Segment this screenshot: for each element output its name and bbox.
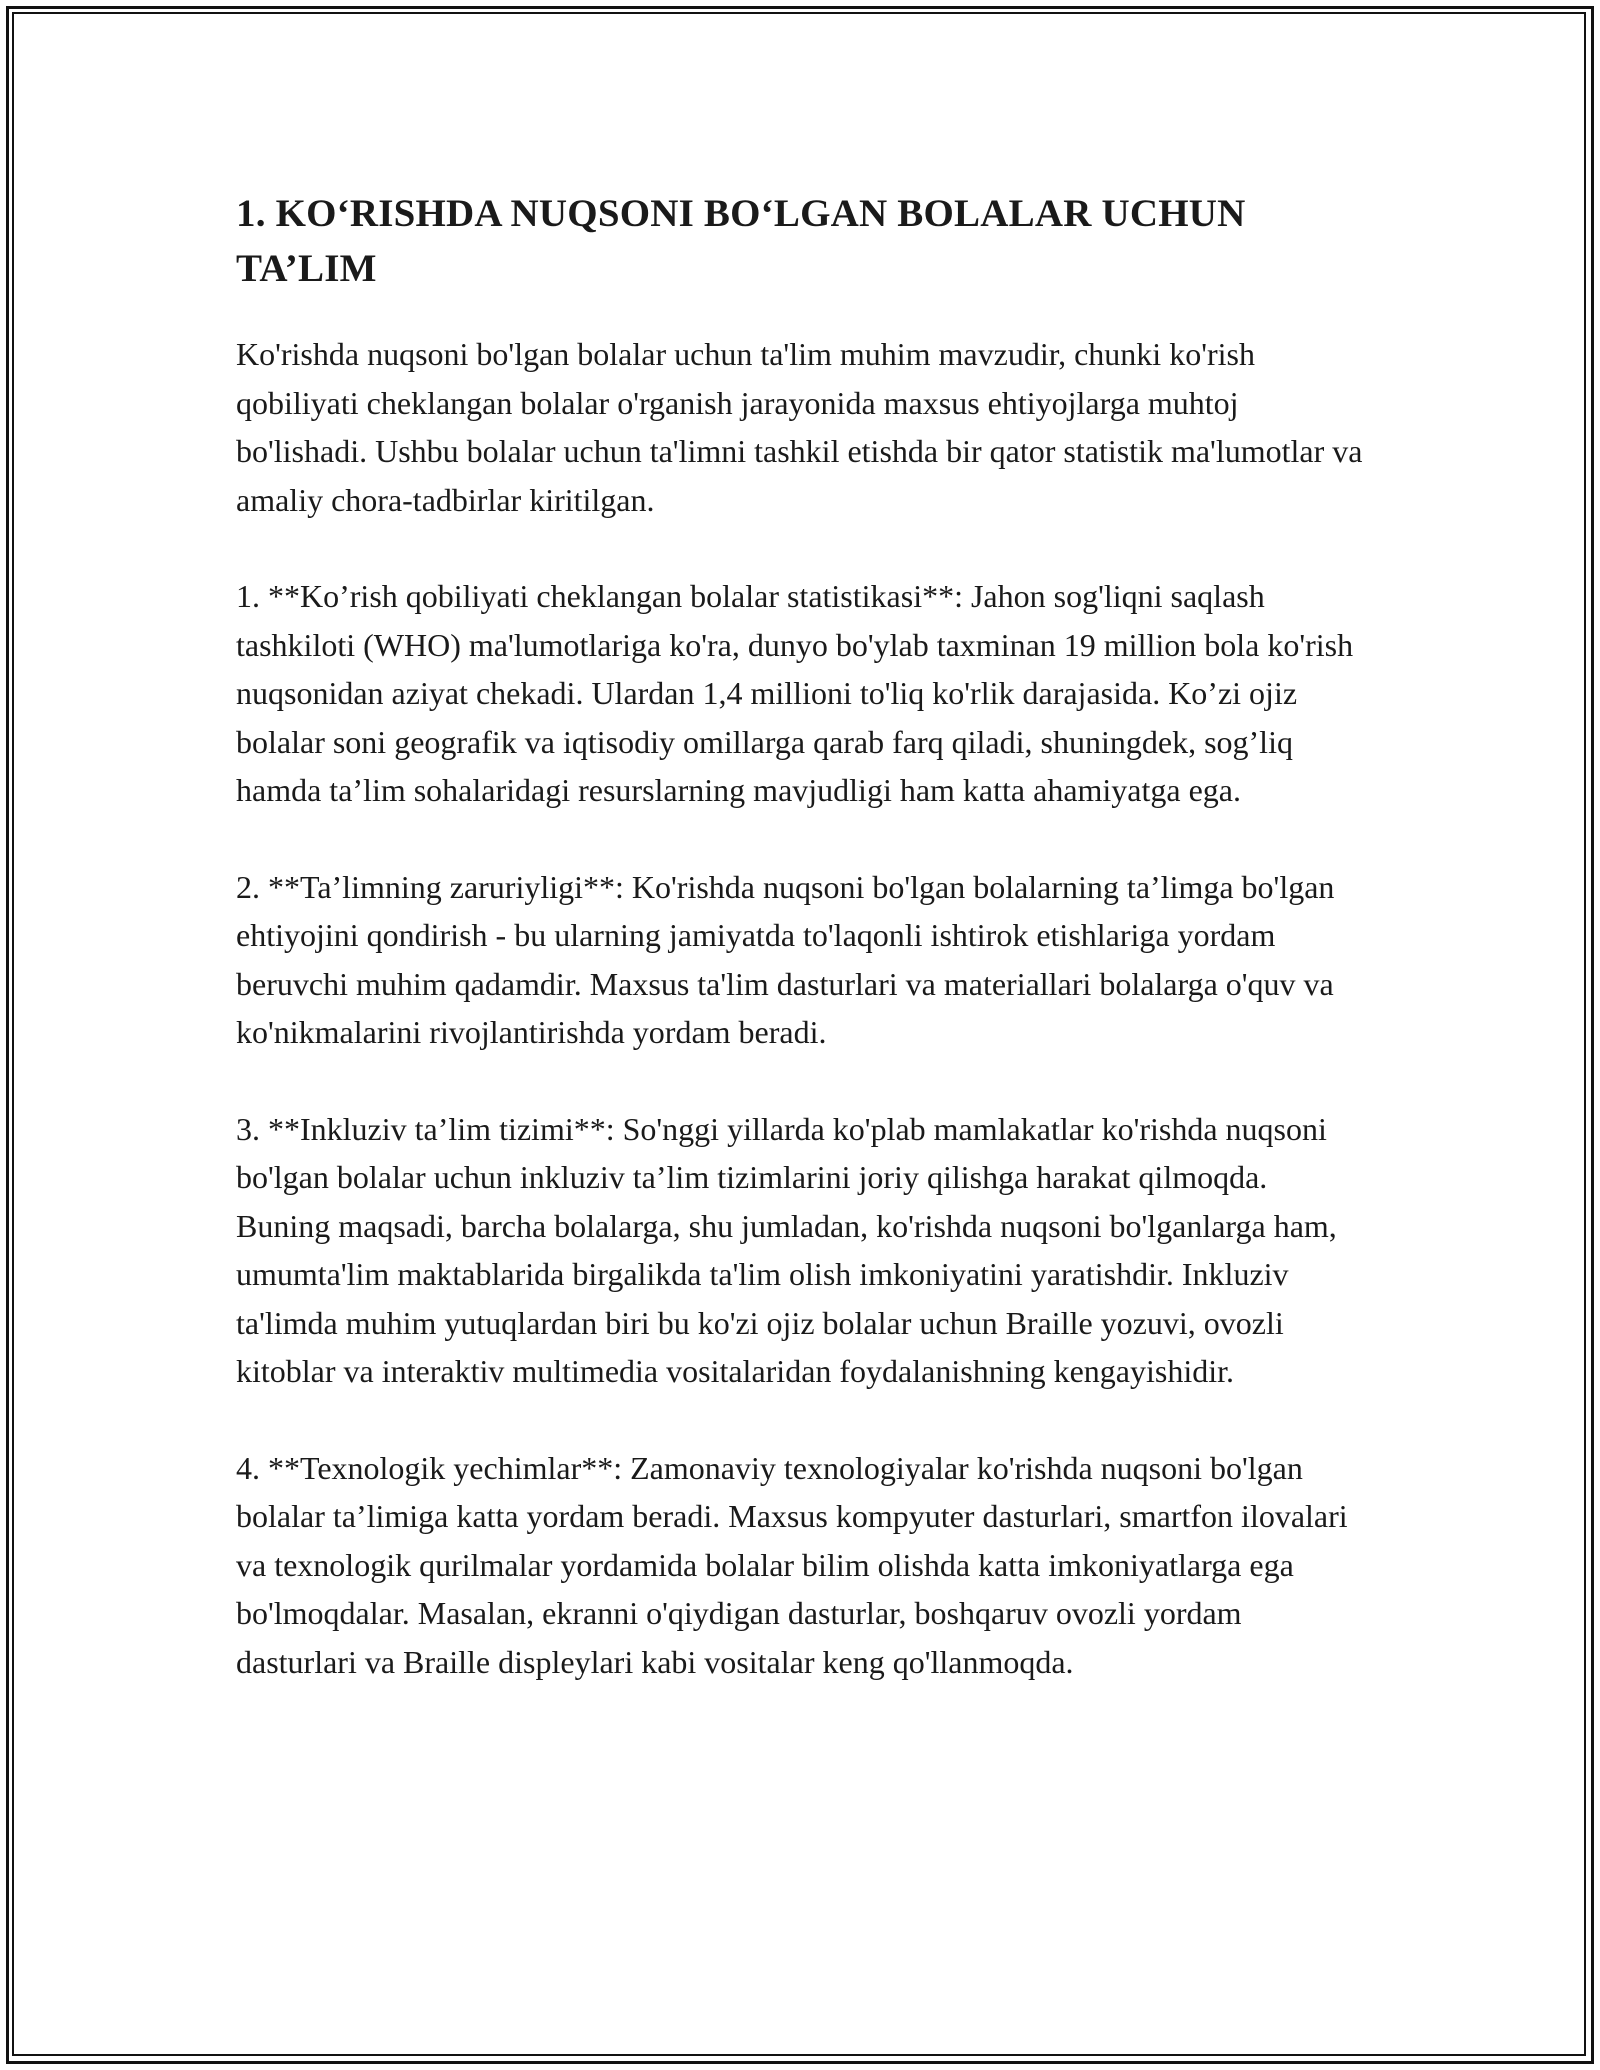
document-body	[236, 186, 1366, 1734]
intro-paragraph: Ko'rishda nuqsoni bo'lgan bolalar uchun ta'lim muhim mavzudir, chunki ko'rish qobiliyati cheklangan bolalar o'rganish jarayonida maxsus ehtiyojlarga muhtoj bo'lishadi. Ushbu bolalar uchun ta'limni tashkil etishda bir qator statistik ma'lumotlar va amaliy chora-tadbirlar kiritilgan.	[236, 336, 1363, 518]
paragraph-statistics: 1. **Ko’rish qobiliyati cheklangan bolalar statistikasi**: Jahon sog'liqni saqlash tashkiloti (WHO) ma'lumotlariga ko'ra, dunyo bo'ylab taxminan 19 million bola ko'rish nuqsonidan aziyat chekadi. Ulardan 1,4 millioni to'liq ko'rlik darajasida. Ko’zi ojiz bolalar soni geografik va iqtisodiy omillarga qarab farq qiladi, shuningdek, sog’liq hamda ta’lim sohalaridagi resurslarning mavjudligi ham katta ahamiyatga ega.	[236, 578, 1354, 808]
paragraph-necessity: 2. **Ta’limning zaruriyligi**: Ko'rishda nuqsoni bo'lgan bolalarning ta’limga bo'lgan ehtiyojini qondirish - bu ularning jamiyatda to'laqonli ishtirok etishlariga yordam beruvchi muhim qadamdir. Maxsus ta'lim dasturlari va materiallari bolalarga o'quv va ko'nikmalarini rivojlantirishda yordam beradi.	[236, 868, 1335, 1050]
paragraph-inclusive: 3. **Inkluziv ta’lim tizimi**: So'nggi yillarda ko'plab mamlakatlar ko'rishda nuqsoni bo'lgan bolalar uchun inkluziv ta’lim tizimlarini joriy qilishga harakat qilmoqda. Buning maqsadi, barcha bolalarga, shu jumladan, ko'rishda nuqsoni bo'lganlarga ham, umumta'lim maktablarida birgalikda ta'lim olish imkoniyatini yaratishdir. Inkluziv ta'limda muhim yutuqlardan biri bu ko'zi ojiz bolalar uchun Braille yozuvi, ovozli kitoblar va interaktiv multimedia vositalaridan foydalanishning kengayishidir.	[236, 1110, 1337, 1389]
paragraph-technology: 4. **Texnologik yechimlar**: Zamonaviy texnologiyalar ko'rishda nuqsoni bo'lgan bolalar ta’limiga katta yordam beradi. Maxsus kompyuter dasturlari, smartfon ilovalari va texnologik qurilmalar yordamida bolalar bilim olishda katta imkoniyatlarga ega bo'lmoqdalar. Masalan, ekranni o'qiydigan dasturlar, boshqaruv ovozli yordam dasturlari va Braille displeylari kabi vositalar keng qo'llanmoqda.	[236, 1449, 1348, 1680]
section-title: 1. KO‘RISHDA NUQSONI BO‘LGAN BOLALAR UCHUN TA’LIM	[236, 192, 1246, 290]
